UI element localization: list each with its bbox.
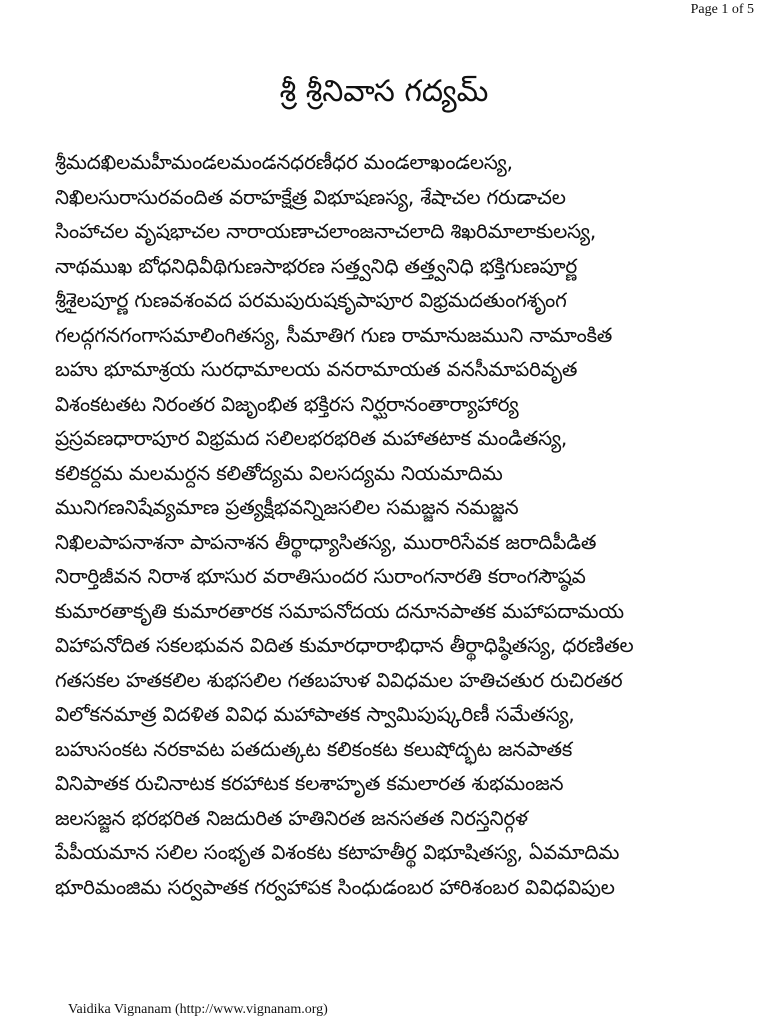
text-line: ప్రస్రవణధారాపూర విభ్రమద సలిలభరభరిత మహాతటాక మండితస్య,	[55, 426, 568, 450]
text-line: శ్రీమదఖిలమహీమండలమండనధరణీధర మండలాఖండలస్య,	[55, 150, 513, 174]
text-line: నిరార్తిజీవన నిరాశ భూసుర వరాతిసుందర సురాంగనారతి కరాంగసౌష్ఠవ	[55, 564, 586, 588]
document-body	[55, 145, 745, 904]
text-line: విలోకనమాత్ర విదళిత వివిధ మహాపాతక స్వామిపుష్కరిణీ సమేతస్య,	[55, 702, 575, 726]
text-line: భూరిమంజిమ సర్వపాతక గర్వహాపక సింధుడంబర హారిశంబర వివిధవిపుల	[55, 874, 615, 899]
footer-source: Vaidika Vignanam (http://www.vignanam.org)	[68, 1002, 328, 1017]
page-title: శ్రీ శ్రీనివాస గద్యమ్	[279, 74, 489, 109]
text-line: కుమారతాకృతి కుమారతారక సమాపనోదయ దనూనపాతక మహాపదామయ	[55, 598, 624, 623]
text-line: విశంకటతట నిరంతర విజృంభిత భక్తిరస నిర్ఘరానంతార్యాహార్య	[55, 391, 519, 416]
text-line: మునిగణనిషేవ్యమాణ ప్రత్యక్షీభవన్నిజసలిల సమజ్జన నమజ్జన	[55, 495, 519, 519]
text-line: బహు భూమాశ్రయ సురధామాలయ వనరామాయత వనసీమాపరివృత	[55, 357, 578, 381]
page-number: Page 1 of 5	[690, 2, 754, 17]
text-line: కలికర్దమ మలమర్దన కలితోద్యమ విలసద్యమ నియమాదిమ	[55, 460, 503, 485]
text-line: జలసజ్జన భరభరిత నిజదురిత హతినిరత జనసతత నిరస్తనిర్గళ	[55, 805, 528, 830]
text-line: సింహాచల వృషభాచల నారాయణాచలాంజనాచలాది శిఖరిమాలాకులస్య,	[55, 219, 597, 243]
text-line: గలద్గగనగంగాసమాలింగితస్య, సీమాతిగ గుణ రామానుజముని నామాంకిత	[55, 322, 613, 347]
text-line: విహాపనోదిత సకలభువన విదిత కుమారధారాభిధాన తీర్థాధిష్ఠితస్య, ధరణితల	[55, 633, 634, 657]
text-line: వినిపాతక రుచినాటక కరహాటక కలశాహృత కమలారత శుభమంజన	[55, 771, 564, 795]
text-line: శ్రీశైలపూర్ణ గుణవశంవద పరమపురుషకృపాపూర విభ్రమదతుంగశృంగ	[55, 288, 567, 312]
text-line: నిఖిలసురాసురవందిత వరాహక్షేత్ర విభూషణస్య, శేషాచల గరుడాచల	[55, 184, 566, 209]
text-line: బహుసంకట నరకావట పతదుత్కట కలికంకట కలుషోద్భట జనపాతక	[55, 736, 573, 761]
text-line: పేపీయమాన సలిల సంభృత విశంకట కటాహతీర్థ విభూషితస్య, ఏవమాదిమ	[55, 840, 620, 864]
text-line: గతసకల హతకలిల శుభసలిల గతబహుళ వివిధమల హతిచతుర రుచిరతర	[55, 667, 623, 692]
text-line: నాథముఖ బోధనిధివీథిగుణసాభరణ సత్త్వనిధి తత్త్వనిధి భక్తిగుణపూర్ణ	[55, 253, 578, 278]
text-line: నిఖిలపాపనాశనా పాపనాశన తీర్థాధ్యాసితస్య, మురారిసేవక జరాదిపీడిత	[55, 529, 597, 554]
